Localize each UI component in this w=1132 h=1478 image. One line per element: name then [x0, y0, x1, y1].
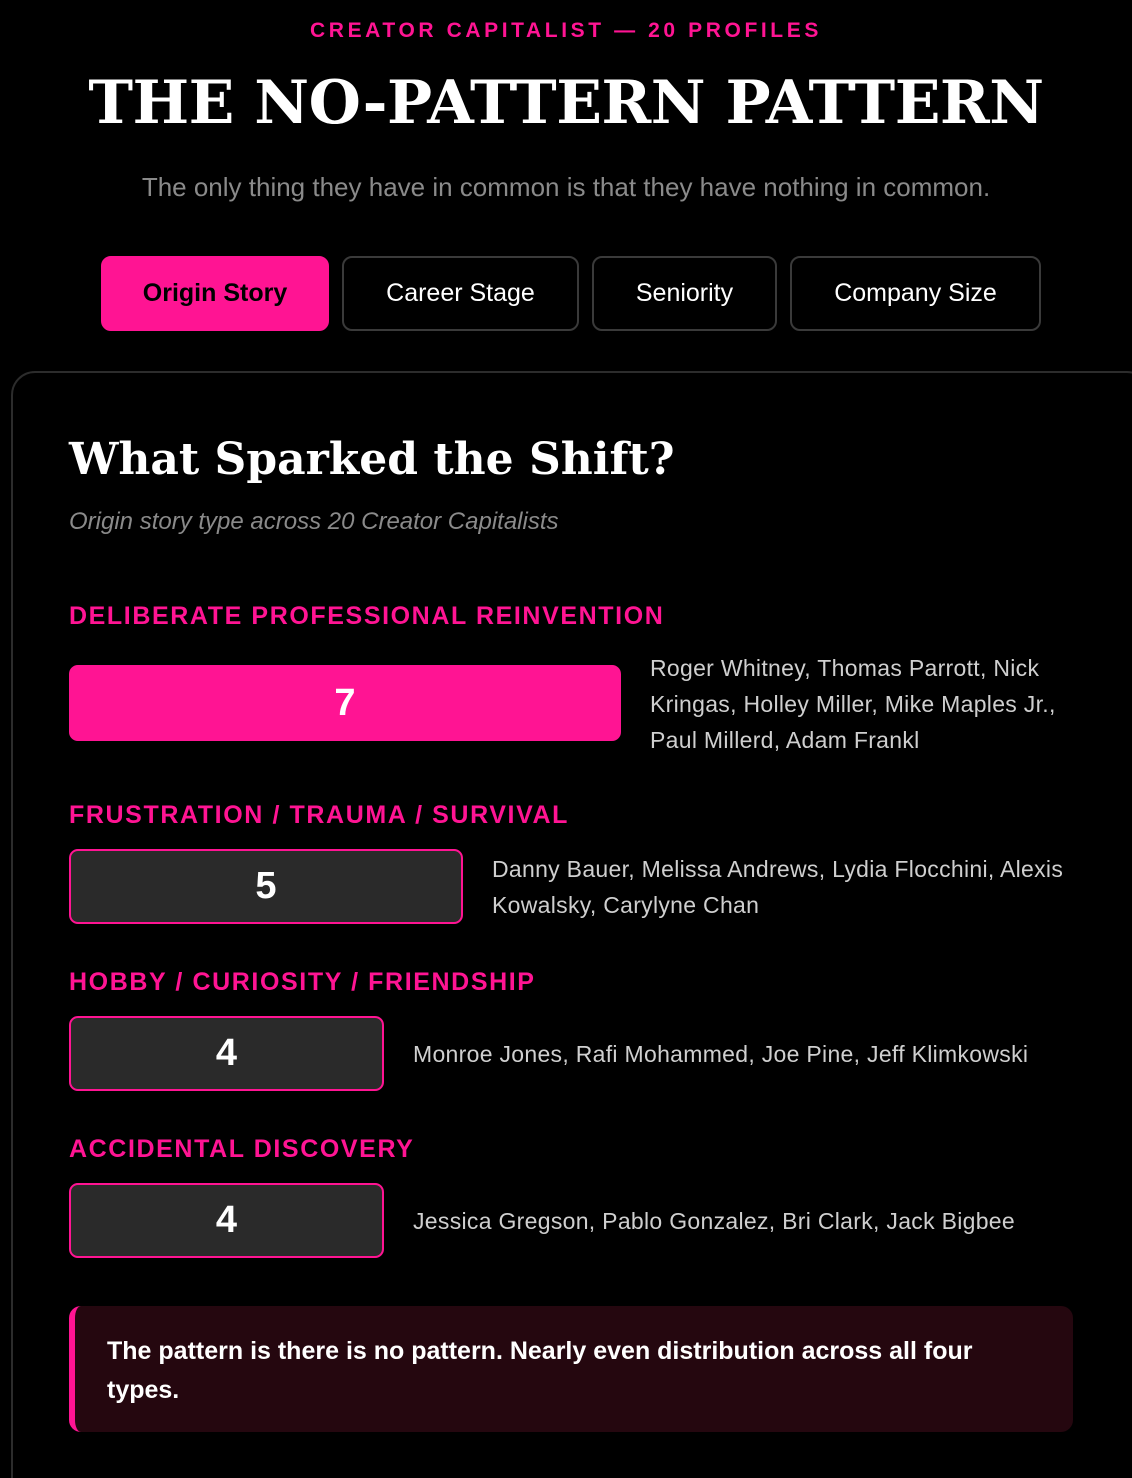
bar-value-frustration-trauma-survival: 5 — [255, 865, 277, 907]
bar-value-deliberate-professional-reinvention: 7 — [334, 681, 356, 724]
chart-subtitle: Origin story type across 20 Creator Capitalists — [69, 508, 559, 535]
profile-names-frustration-trauma-survival: Danny Bauer, Melissa Andrews, Lydia Flocchini, Alexis Kowalsky, Carylyne Chan — [492, 856, 1064, 918]
tab-company-size[interactable]: Company Size — [790, 256, 1041, 331]
bar-accidental-discovery — [69, 1183, 384, 1258]
profile-names-accidental-discovery: Jessica Gregson, Pablo Gonzalez, Bri Clark, Jack Bigbee — [413, 1208, 1015, 1234]
bar-deliberate-professional-reinvention — [69, 665, 621, 741]
bar-frustration-trauma-survival — [69, 849, 463, 924]
bar-hobby-curiosity-friendship — [69, 1016, 384, 1091]
eyebrow-label: CREATOR CAPITALIST — 20 PROFILES — [310, 19, 822, 42]
page-subtitle: The only thing they have in common is that they have nothing in common. — [141, 172, 991, 202]
category-label-deliberate-professional-reinvention: DELIBERATE PROFESSIONAL REINVENTION — [69, 602, 665, 630]
tab-origin-story[interactable]: Origin Story — [101, 256, 329, 331]
chart-title: What Sparked the Shift? — [69, 434, 675, 485]
bar-value-accidental-discovery: 4 — [215, 1199, 238, 1241]
tab-seniority[interactable]: Seniority — [592, 256, 777, 331]
summary-callout: The pattern is there is no pattern. Nearly even distribution across all four types. — [69, 1306, 1073, 1432]
profile-names-hobby-curiosity-friendship: Monroe Jones, Rafi Mohammed, Joe Pine, Jeff Klimkowski — [413, 1041, 1029, 1067]
category-label-hobby-curiosity-friendship: HOBBY / CURIOSITY / FRIENDSHIP — [69, 968, 536, 996]
page-title: THE NO-PATTERN PATTERN — [88, 68, 1044, 138]
tab-career-stage[interactable]: Career Stage — [342, 256, 579, 331]
category-label-accidental-discovery: ACCIDENTAL DISCOVERY — [69, 1135, 415, 1163]
category-label-frustration-trauma-survival: FRUSTRATION / TRAUMA / SURVIVAL — [69, 801, 570, 829]
tab-bar — [101, 256, 1041, 331]
bar-value-hobby-curiosity-friendship: 4 — [215, 1032, 238, 1074]
profile-names-deliberate-professional-reinvention: Roger Whitney, Thomas Parrott, Nick Kringas, Holley Miller, Mike Maples Jr., Paul Millerd, Adam Frankl — [650, 655, 1056, 753]
